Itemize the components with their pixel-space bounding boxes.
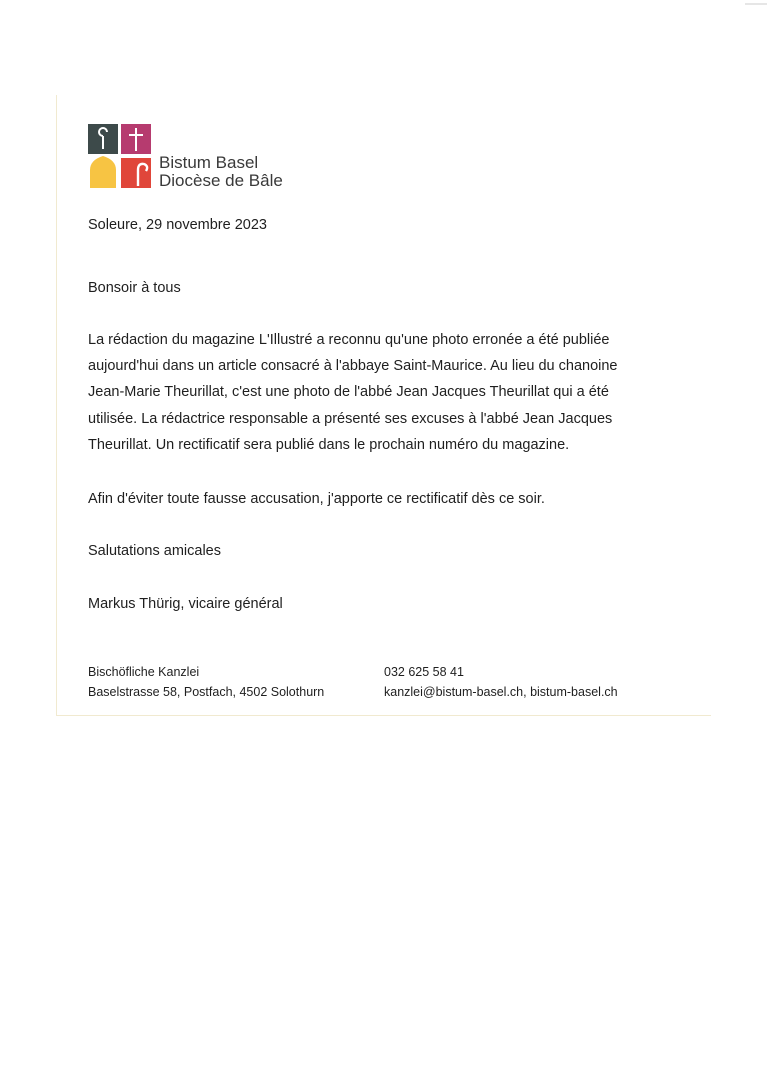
page-edge-left [56,95,57,715]
letter-greeting: Bonsoir à tous [88,280,181,296]
footer-address-block [88,662,324,702]
body-line: aujourd'hui dans un article consacré à l'abbaye Saint-Maurice. Au lieu du chanoine [88,358,618,375]
footer-address: Baselstrasse 58, Postfach, 4502 Solothurn [88,685,325,699]
footer-contact: kanzlei@bistum-basel.ch, bistum-basel.ch [384,685,618,699]
letterhead-title-line1: Bistum Basel [159,153,259,172]
body-line: utilisée. La rédactrice responsable a présenté ses excuses à l'abbé Jean Jacques [88,410,613,427]
diocese-logo-icon [88,124,154,190]
letter-note: Afin d'éviter toute fausse accusation, j'apporte ce rectificatif dès ce soir. [88,491,545,507]
scan-artifact [745,3,767,5]
letter-body [88,327,617,458]
letterhead-title-line2: Diocèse de Bâle [159,171,283,190]
page-edge-bottom [56,715,711,716]
letterhead-logo [88,124,328,190]
footer-contact-block [384,662,618,702]
body-line: Theurillat. Un rectificatif sera publié dans le prochain numéro du magazine. [88,436,570,453]
letter-signature: Markus Thürig, vicaire général [88,596,283,612]
letter-closing: Salutations amicales [88,543,221,559]
footer-phone: 032 625 58 41 [384,665,464,679]
body-line: Jean-Marie Theurillat, c'est une photo de l'abbé Jean Jacques Theurillat qui a été [88,384,609,401]
body-line: La rédaction du magazine L'Illustré a reconnu qu'une photo erronée a été publiée [88,332,610,348]
letter-date: Soleure, 29 novembre 2023 [88,217,267,233]
footer-office: Bischöfliche Kanzlei [88,665,200,679]
letterhead-title [159,154,283,190]
